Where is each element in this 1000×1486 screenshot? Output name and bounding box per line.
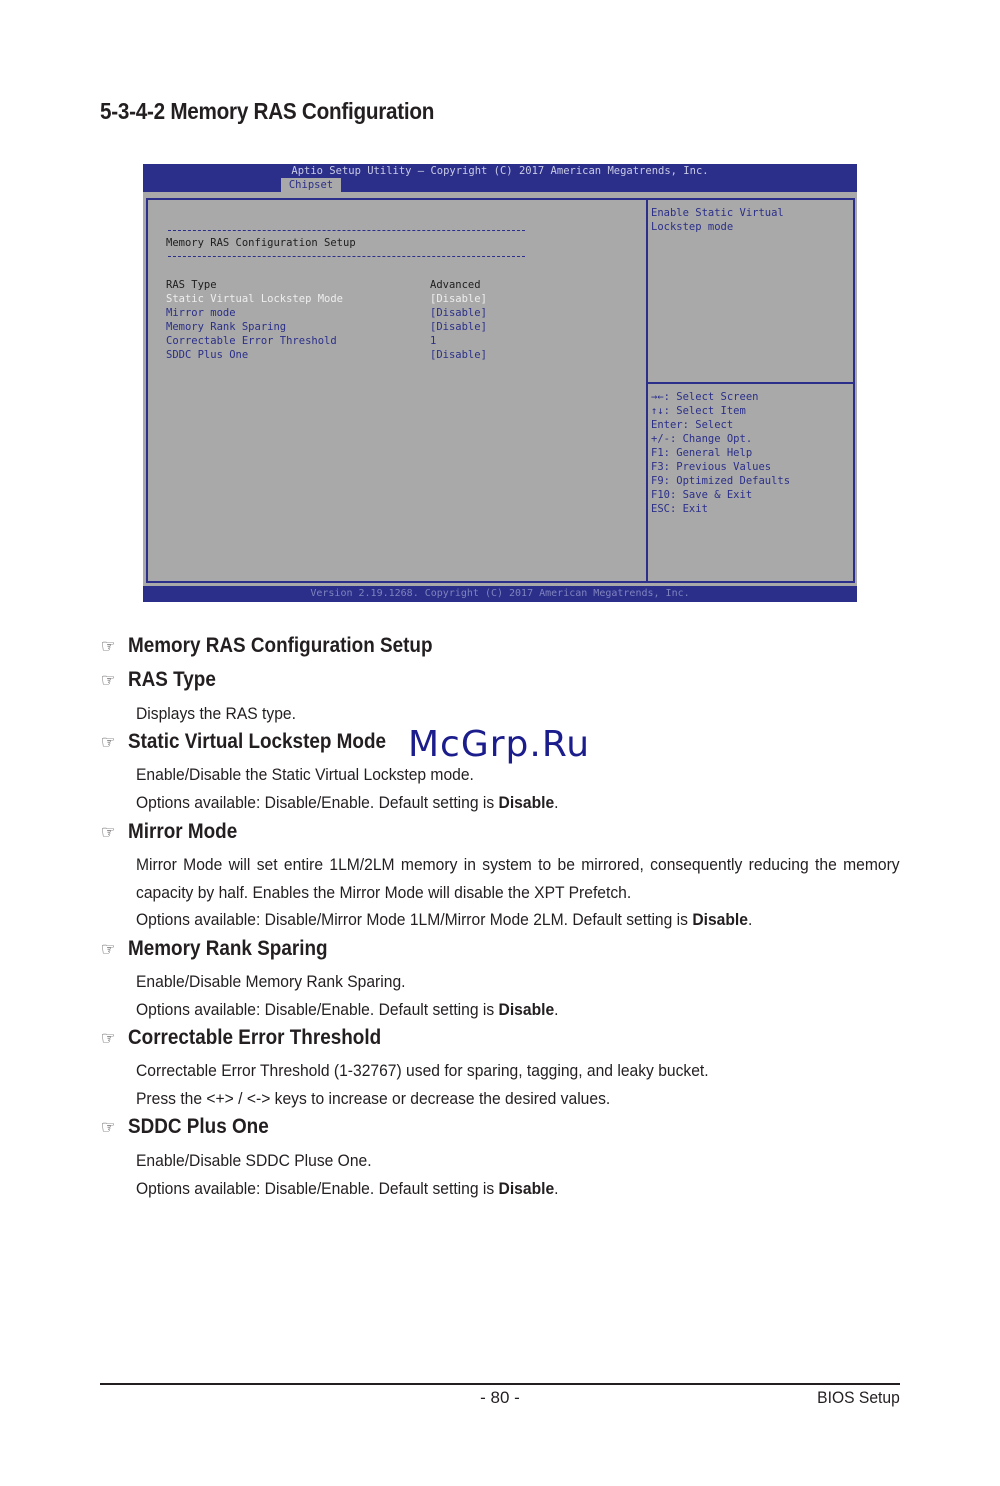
pointing-hand-icon: ☞ — [101, 1028, 116, 1048]
setting-value-static-virtual-lockstep[interactable]: [Disable] — [430, 293, 487, 305]
watermark: McGrp.Ru — [408, 724, 591, 765]
item-heading-memory-rank-sparing: ☞ Memory Rank Sparing — [101, 937, 328, 960]
key-help-select-screen: →←: Select Screen — [651, 391, 759, 403]
bios-main-panel — [146, 198, 648, 583]
page-number: - 80 - — [480, 1388, 520, 1407]
sddc-options: Options available: Disable/Enable. Default setting is Disable. — [136, 1179, 559, 1198]
setting-value-mirror-mode[interactable]: [Disable] — [430, 307, 487, 319]
setting-value-memory-rank-sparing[interactable]: [Disable] — [430, 321, 487, 333]
section-title: 5-3-4-2 Memory RAS Configuration — [100, 98, 435, 124]
item-heading-mirror-mode: ☞ Mirror Mode — [101, 820, 238, 843]
setting-memory-rank-sparing[interactable]: Memory Rank Sparing — [166, 321, 287, 333]
pointing-hand-icon: ☞ — [101, 822, 116, 842]
setting-mirror-mode[interactable]: Mirror mode — [166, 307, 236, 319]
bios-header — [143, 164, 857, 192]
setting-label-ras-type: RAS Type — [166, 279, 217, 291]
bios-header-title: Aptio Setup Utility – Copyright (C) 2017 American Megatrends, Inc. — [291, 165, 709, 177]
svl-description: Enable/Disable the Static Virtual Lockstep mode. — [136, 765, 474, 784]
setting-static-virtual-lockstep[interactable]: Static Virtual Lockstep Mode — [166, 293, 344, 305]
divider — [168, 256, 525, 257]
ras-type-description: Displays the RAS type. — [136, 704, 296, 723]
rank-options: Options available: Disable/Enable. Default setting is Disable. — [136, 1000, 559, 1019]
key-help-change-opt: +/-: Change Opt. — [651, 433, 753, 445]
key-help-previous-values: F3: Previous Values — [651, 461, 772, 473]
help-text-line: Enable Static Virtual — [651, 207, 784, 219]
sddc-description: Enable/Disable SDDC Pluse One. — [136, 1151, 372, 1170]
key-help-optimized-defaults: F9: Optimized Defaults — [651, 475, 791, 487]
item-heading-setup: ☞ Memory RAS Configuration Setup — [101, 634, 433, 657]
setting-value-sddc-plus-one[interactable]: [Disable] — [430, 349, 487, 361]
key-help-general-help: F1: General Help — [651, 447, 753, 459]
rank-description: Enable/Disable Memory Rank Sparing. — [136, 972, 406, 991]
mirror-options: Options available: Disable/Mirror Mode 1LM/Mirror Mode 2LM. Default setting is Disable. — [136, 910, 753, 929]
key-help-enter: Enter: Select — [651, 419, 734, 431]
pointing-hand-icon: ☞ — [101, 1117, 116, 1137]
item-heading-static-virtual-lockstep: ☞ Static Virtual Lockstep Mode — [101, 730, 387, 753]
item-heading-sddc-plus-one: ☞ SDDC Plus One — [101, 1115, 269, 1138]
item-heading-correctable-error-threshold: ☞ Correctable Error Threshold — [101, 1026, 382, 1049]
pointing-hand-icon: ☞ — [101, 636, 116, 656]
help-divider — [648, 382, 853, 384]
key-help-select-item: ↑↓: Select Item — [651, 405, 746, 417]
bios-footer: Version 2.19.1268. Copyright (C) 2017 American Megatrends, Inc. — [143, 586, 857, 602]
footer-divider — [100, 1383, 900, 1385]
divider — [168, 230, 525, 231]
cet-keys: Press the <+> / <-> keys to increase or decrease the desired values. — [136, 1089, 611, 1108]
bios-screenshot — [143, 164, 857, 602]
key-help-esc: ESC: Exit — [651, 503, 708, 515]
pointing-hand-icon: ☞ — [101, 670, 116, 690]
tab-chipset[interactable]: Chipset — [281, 178, 341, 192]
setting-value-correctable-error-threshold[interactable]: 1 — [430, 335, 437, 347]
setup-heading: Memory RAS Configuration Setup — [166, 237, 356, 249]
setting-correctable-error-threshold[interactable]: Correctable Error Threshold — [166, 335, 337, 347]
setting-value-ras-type: Advanced — [430, 279, 481, 291]
cet-description: Correctable Error Threshold (1-32767) used for sparing, tagging, and leaky bucket. — [136, 1061, 709, 1080]
bios-help-panel — [646, 198, 855, 583]
help-text-line: Lockstep mode — [651, 221, 734, 233]
mirror-description: Mirror Mode will set entire 1LM/2LM memory in system to be mirrored, consequently reducing the memory capacity by half. Enables the Mirror Mode will disable the XPT Prefetch. — [136, 855, 900, 902]
svl-options: Options available: Disable/Enable. Default setting is Disable. — [136, 793, 559, 812]
footer-label: BIOS Setup — [817, 1388, 900, 1407]
pointing-hand-icon: ☞ — [101, 732, 116, 752]
pointing-hand-icon: ☞ — [101, 939, 116, 959]
item-heading-ras-type: ☞ RAS Type — [101, 668, 216, 691]
key-help-save-exit: F10: Save & Exit — [651, 489, 753, 501]
setting-sddc-plus-one[interactable]: SDDC Plus One — [166, 349, 249, 361]
